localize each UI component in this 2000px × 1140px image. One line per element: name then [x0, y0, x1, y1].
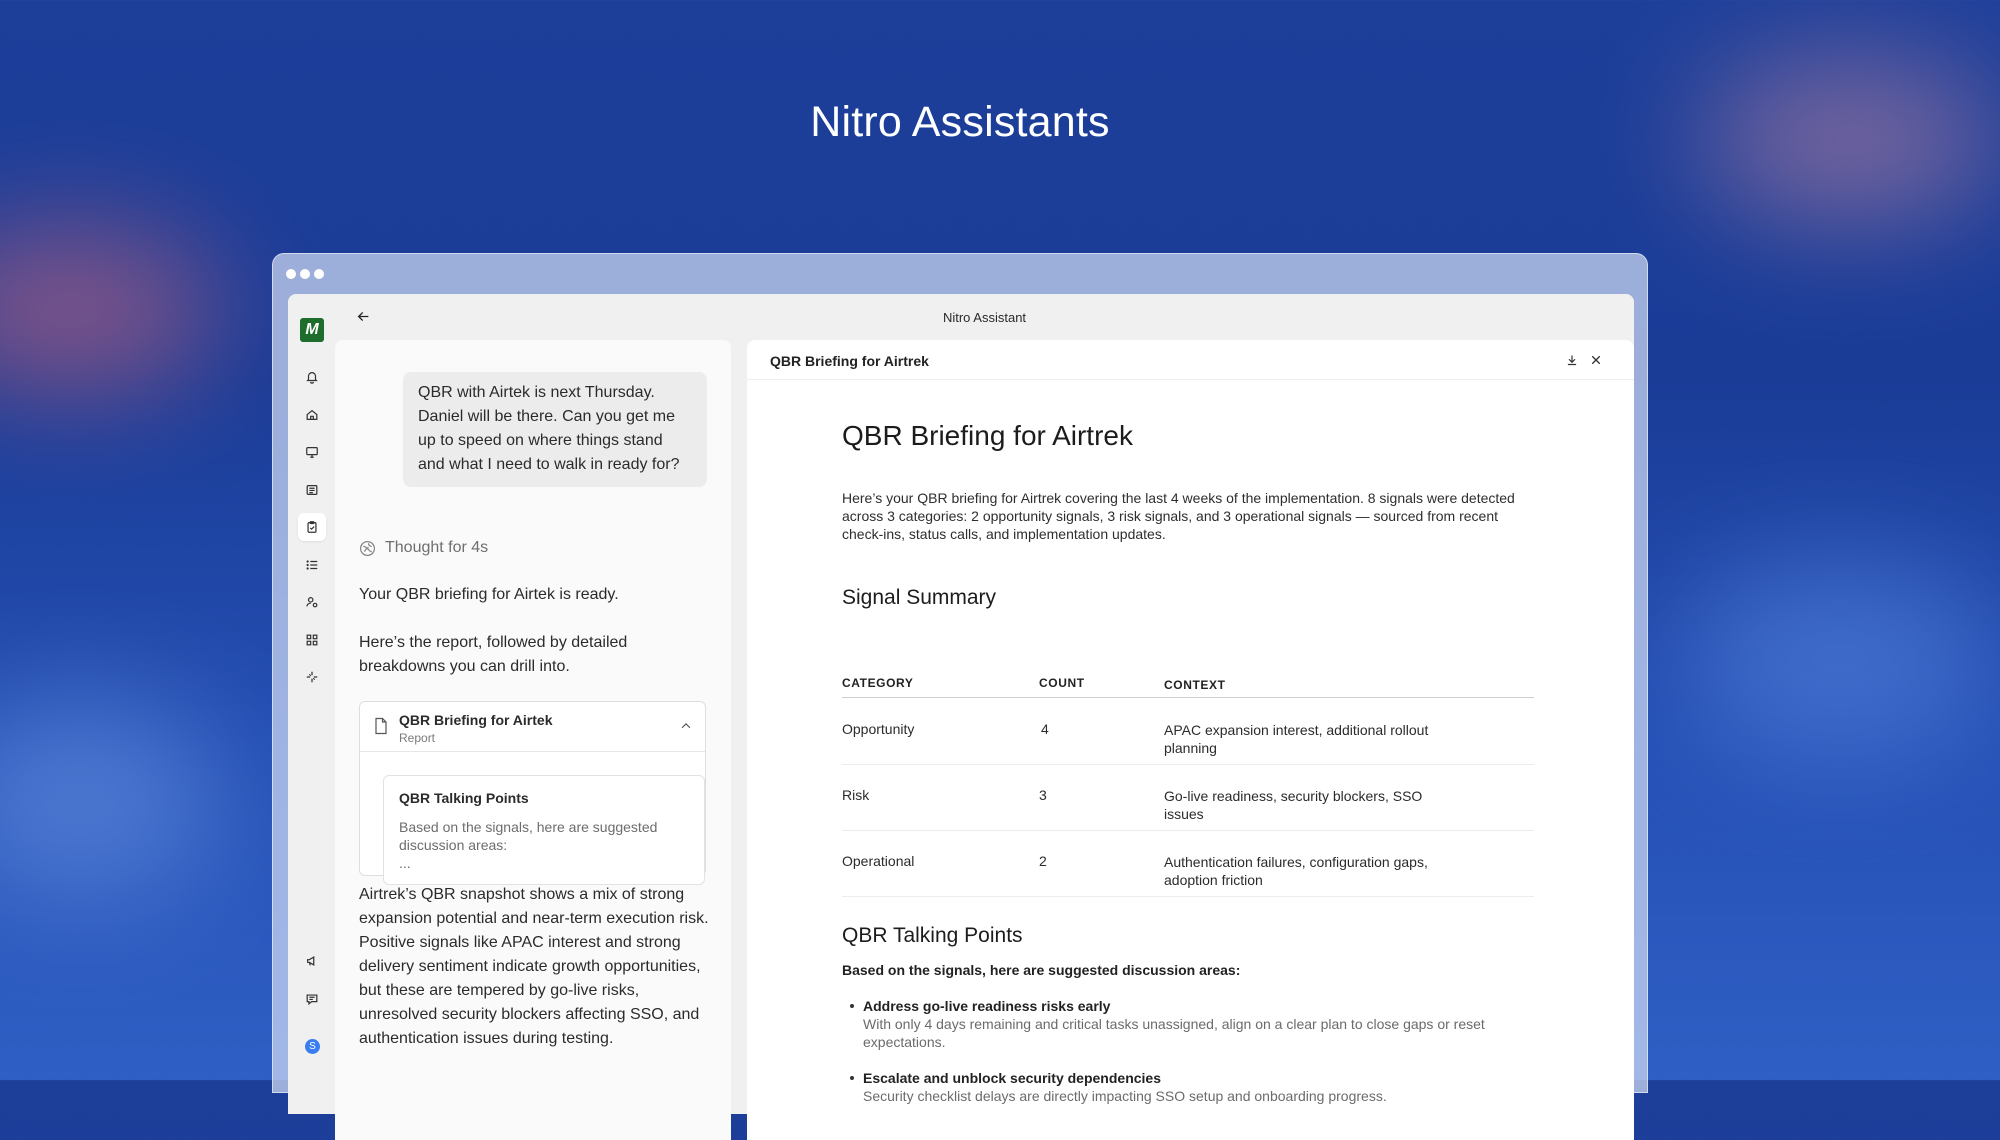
background-blob: [0, 230, 220, 390]
user-message: QBR with Airtek is next Thursday. Daniel will be there. Can you get me up to speed on where things stand and what I need to walk in ready for?: [403, 372, 707, 487]
app-window: [272, 253, 1648, 1104]
newspaper-icon: [305, 483, 319, 497]
user-settings-icon: [305, 595, 319, 609]
user-avatar[interactable]: S: [305, 1039, 320, 1054]
row-count: 3: [1039, 787, 1047, 803]
download-icon: [1566, 354, 1578, 366]
report-preview-body: Based on the signals, here are suggested discussion areas:: [399, 819, 658, 853]
assistant-button[interactable]: [298, 663, 326, 691]
announcements-button[interactable]: [298, 947, 326, 975]
list-item: [863, 1069, 1553, 1105]
row-context: Go-live readiness, security blockers, SSO issues: [1164, 788, 1423, 822]
assistant-reply: Here’s the report, followed by detailed breakdowns you can drill into.: [359, 634, 628, 675]
bullet-dot: [850, 1004, 854, 1008]
top-bar: [335, 294, 1634, 340]
signal-table-header: [842, 672, 1534, 698]
monitor-icon: [305, 445, 319, 459]
document-title: QBR Briefing for Airtrek: [842, 420, 1133, 451]
news-button[interactable]: [298, 476, 326, 504]
list-button[interactable]: [298, 551, 326, 579]
bell-icon: [305, 370, 319, 384]
chat-panel: [335, 340, 731, 1140]
column-header: COUNT: [1039, 676, 1085, 690]
notifications-button[interactable]: [298, 363, 326, 391]
signal-summary-heading: Signal Summary: [842, 586, 997, 609]
table-row: [842, 765, 1534, 831]
megaphone-icon: [305, 954, 319, 968]
home-button[interactable]: [298, 401, 326, 429]
apps-button[interactable]: [298, 626, 326, 654]
document-header-title: QBR Briefing for Airtrek: [770, 353, 929, 369]
list-icon: [305, 558, 319, 572]
report-card[interactable]: [359, 701, 706, 876]
report-preview-title: QBR Talking Points: [399, 790, 529, 806]
app-title: Nitro Assistant: [942, 310, 1027, 325]
talking-point-text: With only 4 days remaining and critical tasks unassigned, align on a clear plan to close gaps or reset expectations.: [863, 1016, 1485, 1050]
home-icon: [305, 408, 319, 422]
hero-title: Nitro Assistants: [810, 98, 1110, 146]
column-header: CONTEXT: [1164, 678, 1226, 692]
feedback-icon: [305, 992, 319, 1006]
assistant-reply: Your QBR briefing for Airtek is ready.: [359, 586, 619, 603]
assistant-summary: Airtrek’s QBR snapshot shows a mix of strong expansion potential and near-term execution risk. Positive signals like APAC interest and strong delivery sentiment indicate growth opportunities, but these are tempered by go-live risks, unresolved security blockers affecting SSO, and authentication issues during testing.: [359, 886, 709, 1047]
bullet-dot: [850, 1076, 854, 1080]
sparkle-icon: [305, 670, 319, 684]
window-dot[interactable]: [300, 269, 310, 279]
clipboard-icon: [305, 520, 319, 534]
window-controls: [286, 269, 324, 279]
report-preview[interactable]: [383, 775, 705, 885]
feedback-button[interactable]: [298, 985, 326, 1013]
brain-icon: [359, 540, 376, 557]
row-category: Risk: [842, 787, 870, 803]
row-count: 4: [1041, 721, 1049, 737]
talking-point-text: Security checklist delays are directly impacting SSO setup and onboarding progress.: [863, 1088, 1387, 1104]
window-dot[interactable]: [286, 269, 296, 279]
row-context: APAC expansion interest, additional rollout planning: [1164, 722, 1429, 756]
app-frame: [288, 294, 1634, 1114]
background-blob: [1680, 560, 2000, 760]
background-blob: [0, 700, 220, 900]
report-card-header[interactable]: [360, 702, 705, 752]
close-button[interactable]: [1588, 352, 1604, 368]
sidebar-rail: [288, 294, 335, 1114]
document-intro: Here’s your QBR briefing for Airtrek covering the last 4 weeks of the implementation. 8 signals were detected across 3 categories: 2 opportunity signals, 3 risk signals, and 3 operational signals — sourced from recent check-ins, status calls, and implementation updates.: [842, 490, 1515, 542]
row-category: Operational: [842, 853, 915, 869]
dashboard-button[interactable]: [298, 438, 326, 466]
list-item: [863, 997, 1553, 1051]
row-count: 2: [1039, 853, 1047, 869]
window-dot[interactable]: [314, 269, 324, 279]
talking-point-title: Address go-live readiness risks early: [863, 998, 1111, 1014]
document-panel: [747, 340, 1634, 1140]
table-row: [842, 831, 1534, 897]
document-icon: [373, 717, 389, 735]
row-category: Opportunity: [842, 721, 915, 737]
table-row: [842, 699, 1534, 765]
thought-indicator[interactable]: [359, 539, 488, 557]
user-settings-button[interactable]: [298, 588, 326, 616]
report-preview-more: ...: [399, 855, 411, 871]
thought-label: Thought for 4s: [385, 539, 489, 556]
talking-points-heading: QBR Talking Points: [842, 924, 1023, 947]
row-context: Authentication failures, configuration gaps, adoption friction: [1164, 854, 1428, 888]
tasks-button[interactable]: [298, 513, 326, 541]
app-logo[interactable]: M: [300, 318, 324, 342]
document-header: [747, 340, 1634, 380]
chevron-up-icon[interactable]: [679, 719, 693, 733]
close-icon: [1590, 354, 1602, 366]
talking-point-title: Escalate and unblock security dependencies: [863, 1070, 1161, 1086]
column-header: CATEGORY: [842, 676, 914, 690]
report-card-subtitle: Report: [399, 731, 436, 745]
grid-icon: [305, 633, 319, 647]
report-card-title: QBR Briefing for Airtek: [399, 712, 553, 728]
download-button[interactable]: [1564, 352, 1580, 368]
talking-points-subheading: Based on the signals, here are suggested discussion areas:: [842, 962, 1241, 978]
